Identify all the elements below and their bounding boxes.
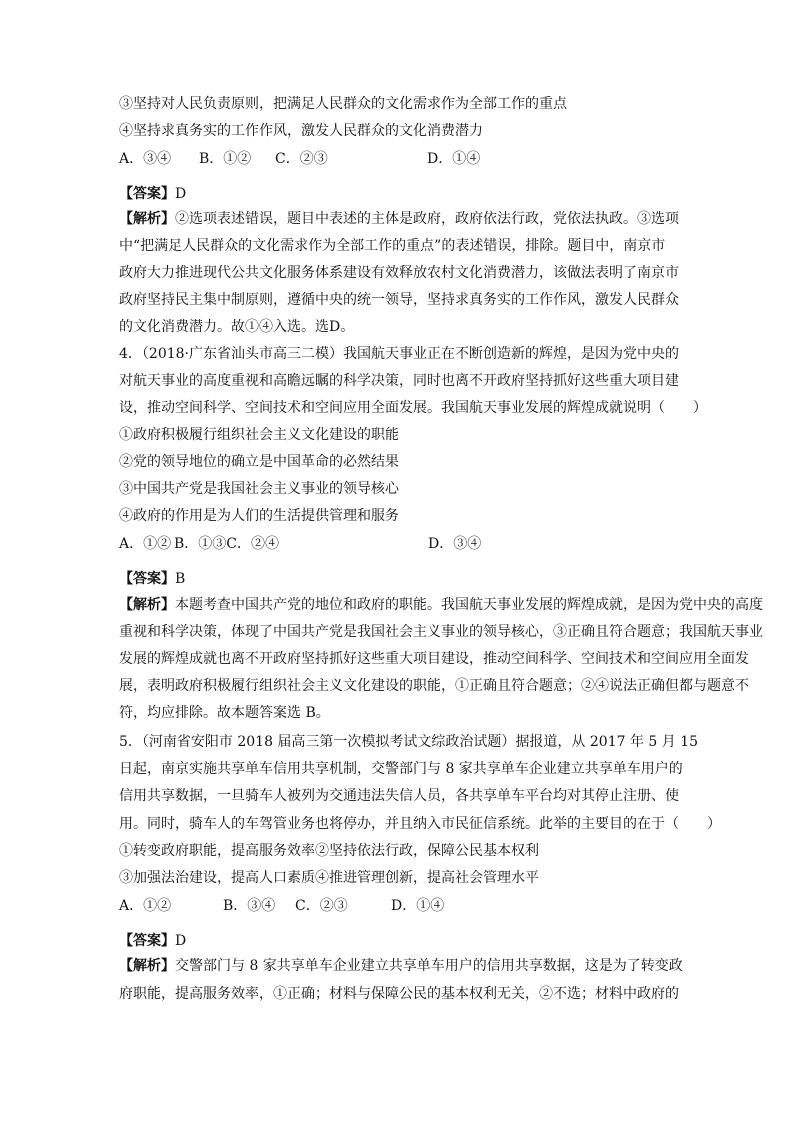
q3-analysis-line: 政府坚持民主集中制原则，遵循中央的统一领导，坚持求真务实的工作作风，激发人民群众	[119, 292, 679, 308]
q4-analysis-line: 展，表明政府积极履行组织社会主义文化建设的职能，①正确且符合题意；②④说法正确但都与题意不	[119, 678, 749, 694]
q5-option: ③加强法治建设，提高人口素质④推进管理创新，提高社会管理水平	[119, 870, 539, 886]
q4-stem-line: 4．（2018·广东省汕头市高三二模）我国航天事业正在不断创造新的辉煌，是因为党中央的	[119, 346, 679, 362]
answer-label: 【答案】	[119, 933, 175, 949]
q4-analysis-line: 发展的辉煌成就也离不开政府坚持抓好这些重大项目建设，推动空间科学、空间技术和空间应用全面发	[119, 651, 749, 667]
q5-stem-line: 日起，南京实施共享单车信用共享机制，交警部门与 8 家共享单车企业建立共享单车用户的	[119, 761, 683, 777]
q4-answer	[119, 569, 185, 589]
q5-stem-line: 5．（河南省安阳市 2018 届高三第一次模拟考试文综政治试题）据报道，从 2017 年 5 月 15	[119, 734, 699, 750]
q3-analysis-line: 政府大力推进现代公共文化服务体系建设有效释放农村文化消费潜力，该做法表明了南京市	[119, 265, 679, 281]
q5-stem-line: 信用共享数据，一旦骑车人被列为交通违法失信人员，各共享单车平台均对其停止注册、使	[119, 788, 679, 804]
answer-label: 【答案】	[119, 571, 175, 587]
q3-analysis-line: 中“把满足人民群众的文化需求作为全部工作的重点”的表述错误，排除。题目中，南京市	[119, 238, 666, 254]
q5-choice-d: D．①④	[391, 898, 445, 914]
q4-analysis-line: 重视和科学决策，体现了中国共产党是我国社会主义事业的领导核心，③正确且符合题意；我国航天事业	[119, 624, 763, 640]
q5-answer	[119, 931, 186, 951]
q3-answer	[119, 184, 186, 204]
q3-analysis-line: 的文化消费潜力。故①④入选。选D。	[119, 319, 355, 335]
analysis-label: 【解析】	[119, 597, 175, 613]
q4-choice-bc: B．①③C．②④	[174, 536, 279, 552]
q5-option: ①转变政府职能，提高服务效率②坚持依法行政，保障公民基本权利	[119, 843, 539, 859]
q4-stem-line: 对航天事业的高度重视和高瞻远瞩的科学决策，同时也离不开政府坚持抓好这些重大项目建	[119, 373, 679, 389]
q4-option: ①政府积极履行组织社会主义文化建设的职能	[119, 427, 399, 443]
q5-stem-line: 用。同时，骑车人的车驾管业务也将停办，并且纳入市民征信系统。此举的主要目的在于（ ）	[119, 816, 721, 832]
q3-choice-b: B．①②	[199, 151, 252, 167]
answer-value: D	[175, 933, 187, 949]
q4-option: ②党的领导地位的确立是中国革命的必然结果	[119, 454, 399, 470]
q5-choices	[119, 896, 444, 916]
q3-analysis-line	[119, 209, 679, 229]
q4-stem-line: 设，推动空间科学、空间技术和空间应用全面发展。我国航天事业发展的辉煌成就说明（ ）	[119, 400, 707, 416]
analysis-text: 本题考查中国共产党的地位和政府的职能。我国航天事业发展的辉煌成就，是因为党中央的高度	[175, 597, 763, 613]
q3-choice-d: D．①④	[427, 151, 481, 167]
q5-choice-b: B．③④	[223, 898, 276, 914]
q4-choice-d: D．③④	[428, 536, 482, 552]
q4-analysis-line: 符，均应排除。故本题答案选 B。	[119, 705, 330, 721]
answer-label: 【答案】	[119, 186, 175, 202]
q3-choice-c: C．②③	[275, 151, 328, 167]
analysis-text: ②选项表述错误，题目中表述的主体是政府，政府依法行政，党依法执政。③选项	[175, 211, 679, 227]
q4-option: ③中国共产党是我国社会主义事业的领导核心	[119, 481, 399, 497]
q4-analysis-line	[119, 595, 763, 615]
analysis-label: 【解析】	[119, 211, 175, 227]
q3-choices	[119, 149, 480, 169]
q5-analysis-line: 府职能，提高服务效率，①正确；材料与保障公民的基本权利无关，②不选；材料中政府的	[119, 986, 679, 1002]
q5-analysis-line	[119, 956, 683, 976]
analysis-text: 交警部门与 8 家共享单车企业建立共享单车用户的信用共享数据，这是为了转变政	[175, 958, 683, 974]
answer-value: D	[175, 186, 187, 202]
q3-option-3: ③坚持对人民负责原则，把满足人民群众的文化需求作为全部工作的重点	[119, 96, 567, 112]
q4-option: ④政府的作用是为人们的生活提供管理和服务	[119, 508, 399, 524]
q3-choice-a: A．③④	[119, 151, 172, 167]
q4-choice-a: A．①②	[119, 536, 172, 552]
q3-option-4: ④坚持求真务实的工作作风，激发人民群众的文化消费潜力	[119, 123, 483, 139]
analysis-label: 【解析】	[119, 958, 175, 974]
q5-choice-c: C．②③	[295, 898, 348, 914]
q5-choice-a: A．①②	[119, 898, 172, 914]
q4-choices	[119, 534, 481, 554]
answer-value: B	[175, 571, 186, 587]
